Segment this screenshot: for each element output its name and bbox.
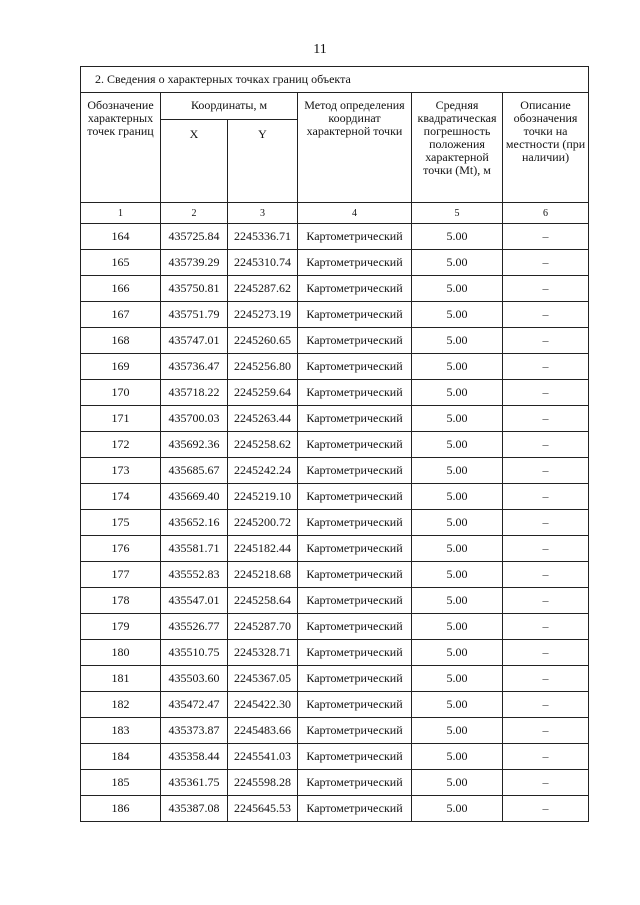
cell-point-id: 168 bbox=[81, 328, 161, 354]
cell-coord-y: 2245598.28 bbox=[228, 770, 298, 796]
cell-method: Картометрический bbox=[298, 744, 412, 770]
cell-error: 5.00 bbox=[412, 458, 503, 484]
cell-method: Картометрический bbox=[298, 796, 412, 822]
cell-point-id: 176 bbox=[81, 536, 161, 562]
cell-point-id: 164 bbox=[81, 224, 161, 250]
cell-method: Картометрический bbox=[298, 614, 412, 640]
cell-coord-y: 2245310.74 bbox=[228, 250, 298, 276]
cell-coord-y: 2245182.44 bbox=[228, 536, 298, 562]
cell-error: 5.00 bbox=[412, 276, 503, 302]
cell-method: Картометрический bbox=[298, 276, 412, 302]
col-number-1: 1 bbox=[81, 203, 161, 224]
cell-point-id: 172 bbox=[81, 432, 161, 458]
cell-error: 5.00 bbox=[412, 588, 503, 614]
cell-coord-x: 435718.22 bbox=[161, 380, 228, 406]
cell-point-id: 175 bbox=[81, 510, 161, 536]
cell-method: Картометрический bbox=[298, 224, 412, 250]
cell-coord-y: 2245541.03 bbox=[228, 744, 298, 770]
cell-method: Картометрический bbox=[298, 354, 412, 380]
cell-coord-y: 2245287.62 bbox=[228, 276, 298, 302]
cell-point-id: 177 bbox=[81, 562, 161, 588]
header-method: Метод определения координат характерной точки bbox=[298, 93, 412, 203]
cell-point-id: 186 bbox=[81, 796, 161, 822]
cell-coord-x: 435361.75 bbox=[161, 770, 228, 796]
cell-coord-x: 435358.44 bbox=[161, 744, 228, 770]
cell-coord-x: 435692.36 bbox=[161, 432, 228, 458]
boundary-points-table bbox=[80, 66, 589, 822]
cell-description: – bbox=[503, 614, 589, 640]
cell-description: – bbox=[503, 640, 589, 666]
cell-coord-x: 435547.01 bbox=[161, 588, 228, 614]
cell-point-id: 183 bbox=[81, 718, 161, 744]
cell-method: Картометрический bbox=[298, 432, 412, 458]
table-row bbox=[81, 406, 589, 432]
cell-point-id: 167 bbox=[81, 302, 161, 328]
table-row bbox=[81, 562, 589, 588]
cell-method: Картометрический bbox=[298, 484, 412, 510]
cell-description: – bbox=[503, 276, 589, 302]
table-row bbox=[81, 718, 589, 744]
cell-description: – bbox=[503, 718, 589, 744]
cell-coord-x: 435503.60 bbox=[161, 666, 228, 692]
cell-description: – bbox=[503, 328, 589, 354]
cell-coord-y: 2245258.62 bbox=[228, 432, 298, 458]
table-row bbox=[81, 536, 589, 562]
cell-error: 5.00 bbox=[412, 406, 503, 432]
cell-coord-y: 2245256.80 bbox=[228, 354, 298, 380]
cell-method: Картометрический bbox=[298, 588, 412, 614]
cell-description: – bbox=[503, 302, 589, 328]
header-designation: Обозначение характерных точек границ bbox=[81, 93, 161, 203]
table-title: 2. Сведения о характерных точках границ объекта bbox=[81, 67, 589, 93]
header-y: Y bbox=[228, 120, 298, 203]
cell-coord-x: 435526.77 bbox=[161, 614, 228, 640]
table-row bbox=[81, 484, 589, 510]
cell-error: 5.00 bbox=[412, 354, 503, 380]
cell-point-id: 170 bbox=[81, 380, 161, 406]
cell-point-id: 178 bbox=[81, 588, 161, 614]
table-row bbox=[81, 614, 589, 640]
cell-method: Картометрический bbox=[298, 770, 412, 796]
table-row bbox=[81, 328, 589, 354]
cell-coord-x: 435747.01 bbox=[161, 328, 228, 354]
cell-description: – bbox=[503, 224, 589, 250]
cell-method: Картометрический bbox=[298, 328, 412, 354]
cell-error: 5.00 bbox=[412, 796, 503, 822]
cell-error: 5.00 bbox=[412, 744, 503, 770]
cell-coord-x: 435373.87 bbox=[161, 718, 228, 744]
cell-point-id: 174 bbox=[81, 484, 161, 510]
cell-method: Картометрический bbox=[298, 406, 412, 432]
cell-coord-y: 2245287.70 bbox=[228, 614, 298, 640]
table-row bbox=[81, 770, 589, 796]
cell-point-id: 181 bbox=[81, 666, 161, 692]
header-error: Средняя квадратическая погрешность положения характерной точки (Mt), м bbox=[412, 93, 503, 203]
table-row bbox=[81, 354, 589, 380]
cell-coord-x: 435387.08 bbox=[161, 796, 228, 822]
cell-coord-y: 2245483.66 bbox=[228, 718, 298, 744]
table-row bbox=[81, 588, 589, 614]
cell-coord-x: 435751.79 bbox=[161, 302, 228, 328]
cell-coord-x: 435736.47 bbox=[161, 354, 228, 380]
cell-error: 5.00 bbox=[412, 536, 503, 562]
table-row bbox=[81, 796, 589, 822]
cell-error: 5.00 bbox=[412, 484, 503, 510]
cell-coord-y: 2245263.44 bbox=[228, 406, 298, 432]
cell-point-id: 169 bbox=[81, 354, 161, 380]
cell-coord-x: 435750.81 bbox=[161, 276, 228, 302]
cell-coord-x: 435652.16 bbox=[161, 510, 228, 536]
cell-coord-y: 2245422.30 bbox=[228, 692, 298, 718]
cell-description: – bbox=[503, 432, 589, 458]
cell-error: 5.00 bbox=[412, 432, 503, 458]
table-row bbox=[81, 380, 589, 406]
col-number-6: 6 bbox=[503, 203, 589, 224]
cell-error: 5.00 bbox=[412, 224, 503, 250]
cell-error: 5.00 bbox=[412, 250, 503, 276]
cell-method: Картометрический bbox=[298, 302, 412, 328]
header-coords: Координаты, м bbox=[161, 93, 298, 120]
cell-coord-x: 435581.71 bbox=[161, 536, 228, 562]
cell-description: – bbox=[503, 458, 589, 484]
col-number-2: 2 bbox=[161, 203, 228, 224]
table-body bbox=[81, 224, 589, 822]
header-description: Описание обозначения точки на местности (при наличии) bbox=[503, 93, 589, 203]
cell-coord-y: 2245336.71 bbox=[228, 224, 298, 250]
cell-error: 5.00 bbox=[412, 692, 503, 718]
cell-description: – bbox=[503, 536, 589, 562]
cell-coord-y: 2245367.05 bbox=[228, 666, 298, 692]
cell-coord-y: 2245328.71 bbox=[228, 640, 298, 666]
cell-coord-x: 435669.40 bbox=[161, 484, 228, 510]
table-row bbox=[81, 510, 589, 536]
cell-point-id: 182 bbox=[81, 692, 161, 718]
table-row bbox=[81, 432, 589, 458]
cell-coord-y: 2245259.64 bbox=[228, 380, 298, 406]
cell-method: Картометрический bbox=[298, 250, 412, 276]
cell-method: Картометрический bbox=[298, 640, 412, 666]
cell-description: – bbox=[503, 380, 589, 406]
cell-method: Картометрический bbox=[298, 458, 412, 484]
cell-point-id: 166 bbox=[81, 276, 161, 302]
cell-point-id: 171 bbox=[81, 406, 161, 432]
cell-coord-y: 2245260.65 bbox=[228, 328, 298, 354]
cell-description: – bbox=[503, 484, 589, 510]
cell-description: – bbox=[503, 562, 589, 588]
cell-description: – bbox=[503, 744, 589, 770]
table-row bbox=[81, 744, 589, 770]
table-row bbox=[81, 276, 589, 302]
cell-method: Картометрический bbox=[298, 562, 412, 588]
cell-coord-x: 435685.67 bbox=[161, 458, 228, 484]
header-x: X bbox=[161, 120, 228, 203]
cell-coord-y: 2245273.19 bbox=[228, 302, 298, 328]
cell-description: – bbox=[503, 796, 589, 822]
cell-error: 5.00 bbox=[412, 614, 503, 640]
cell-coord-x: 435510.75 bbox=[161, 640, 228, 666]
cell-point-id: 179 bbox=[81, 614, 161, 640]
cell-description: – bbox=[503, 250, 589, 276]
col-number-4: 4 bbox=[298, 203, 412, 224]
cell-error: 5.00 bbox=[412, 510, 503, 536]
cell-method: Картометрический bbox=[298, 666, 412, 692]
cell-description: – bbox=[503, 666, 589, 692]
table-row bbox=[81, 666, 589, 692]
cell-coord-y: 2245258.64 bbox=[228, 588, 298, 614]
cell-description: – bbox=[503, 406, 589, 432]
cell-error: 5.00 bbox=[412, 640, 503, 666]
cell-method: Картометрический bbox=[298, 718, 412, 744]
cell-error: 5.00 bbox=[412, 302, 503, 328]
table-row bbox=[81, 302, 589, 328]
table-row bbox=[81, 692, 589, 718]
cell-coord-y: 2245242.24 bbox=[228, 458, 298, 484]
cell-coord-y: 2245645.53 bbox=[228, 796, 298, 822]
cell-coord-x: 435725.84 bbox=[161, 224, 228, 250]
cell-method: Картометрический bbox=[298, 536, 412, 562]
cell-coord-y: 2245219.10 bbox=[228, 484, 298, 510]
cell-description: – bbox=[503, 588, 589, 614]
cell-error: 5.00 bbox=[412, 770, 503, 796]
cell-coord-x: 435552.83 bbox=[161, 562, 228, 588]
cell-method: Картометрический bbox=[298, 692, 412, 718]
cell-point-id: 184 bbox=[81, 744, 161, 770]
cell-point-id: 165 bbox=[81, 250, 161, 276]
cell-coord-y: 2245200.72 bbox=[228, 510, 298, 536]
table-row bbox=[81, 250, 589, 276]
cell-error: 5.00 bbox=[412, 328, 503, 354]
cell-coord-x: 435700.03 bbox=[161, 406, 228, 432]
cell-method: Картометрический bbox=[298, 510, 412, 536]
col-number-3: 3 bbox=[228, 203, 298, 224]
cell-coord-x: 435472.47 bbox=[161, 692, 228, 718]
table-row bbox=[81, 458, 589, 484]
col-number-5: 5 bbox=[412, 203, 503, 224]
cell-coord-y: 2245218.68 bbox=[228, 562, 298, 588]
cell-point-id: 180 bbox=[81, 640, 161, 666]
cell-coord-x: 435739.29 bbox=[161, 250, 228, 276]
cell-description: – bbox=[503, 770, 589, 796]
cell-description: – bbox=[503, 510, 589, 536]
cell-error: 5.00 bbox=[412, 380, 503, 406]
cell-method: Картометрический bbox=[298, 380, 412, 406]
table-row bbox=[81, 224, 589, 250]
page-number: 11 bbox=[313, 42, 327, 57]
cell-error: 5.00 bbox=[412, 718, 503, 744]
cell-point-id: 185 bbox=[81, 770, 161, 796]
cell-error: 5.00 bbox=[412, 666, 503, 692]
column-numbers-row bbox=[81, 203, 589, 224]
cell-description: – bbox=[503, 354, 589, 380]
table-row bbox=[81, 640, 589, 666]
cell-point-id: 173 bbox=[81, 458, 161, 484]
cell-description: – bbox=[503, 692, 589, 718]
cell-error: 5.00 bbox=[412, 562, 503, 588]
